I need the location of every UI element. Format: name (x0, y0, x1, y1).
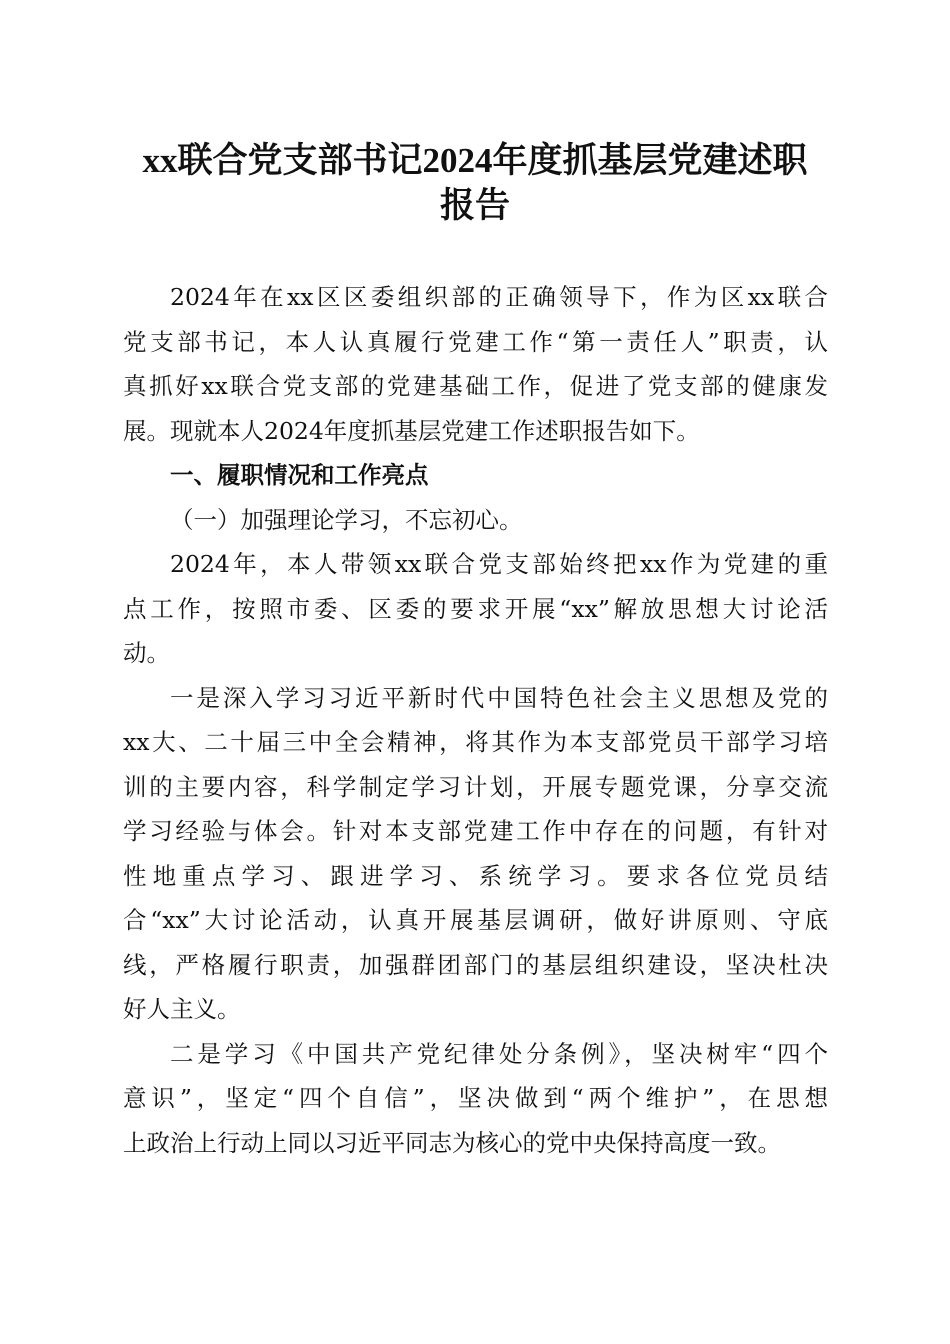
text-line: （一）加强理论学习，不忘初心。 (170, 505, 523, 534)
paragraph (123, 498, 828, 543)
document-body (123, 275, 828, 1165)
title-line: xx联合党支部书记2024年度抓基层党建述职 (142, 141, 808, 180)
text-line: 上政治上行动上同以习近平同志为核心的党中央保持高度一致。 (123, 1128, 781, 1157)
paragraph (123, 1032, 828, 1166)
text-line: 线，严格履行职责，加强群团部门的基层组织建设，坚决杜决 (123, 950, 828, 979)
text-line: 2024年，本人带领xx联合党支部始终把xx作为党建的重 (170, 550, 828, 578)
document-title (100, 138, 850, 228)
text-line: 性地重点学习、跟进学习、系统学习。要求各位党员结 (123, 861, 828, 890)
text-line: 真抓好xx联合党支部的党建基础工作，促进了党支部的健康发 (123, 372, 828, 400)
text-line: 二是学习《中国共产党纪律处分条例》，坚决树牢“四个 (170, 1039, 828, 1068)
text-line: xx大、二十届三中全会精神，将其作为本支部党员干部学习培 (123, 728, 828, 756)
text-line: 2024年在xx区区委组织部的正确领导下，作为区xx联合 (170, 283, 828, 311)
section-heading (123, 453, 828, 498)
text-line: 好人主义。 (123, 995, 241, 1023)
text-line: 一是深入学习习近平新时代中国特色社会主义思想及党的 (170, 683, 828, 712)
text-line: 合“xx”大讨论活动，认真开展基层调研，做好讲原则、守底 (123, 906, 828, 934)
paragraph (123, 542, 828, 676)
text-line: 动。 (123, 639, 170, 667)
text-line: 党支部书记，本人认真履行党建工作“第一责任人”职责，认 (123, 327, 828, 356)
paragraph (123, 676, 828, 1032)
paragraph (123, 275, 828, 453)
text-line: 展。现就本人2024年度抓基层党建工作述职报告如下。 (123, 416, 700, 445)
text-line: 意识”，坚定“四个自信”，坚决做到“两个维护”，在思想 (123, 1084, 828, 1112)
text-line: 学习经验与体会。针对本支部党建工作中存在的问题，有针对 (123, 817, 828, 845)
text-line: 训的主要内容，科学制定学习计划，开展专题党课，分享交流 (123, 772, 828, 801)
title-line: 报告 (439, 186, 510, 225)
text-line: 一、履职情况和工作亮点 (170, 461, 429, 489)
text-line: 点工作，按照市委、区委的要求开展“xx”解放思想大讨论活 (123, 594, 828, 623)
